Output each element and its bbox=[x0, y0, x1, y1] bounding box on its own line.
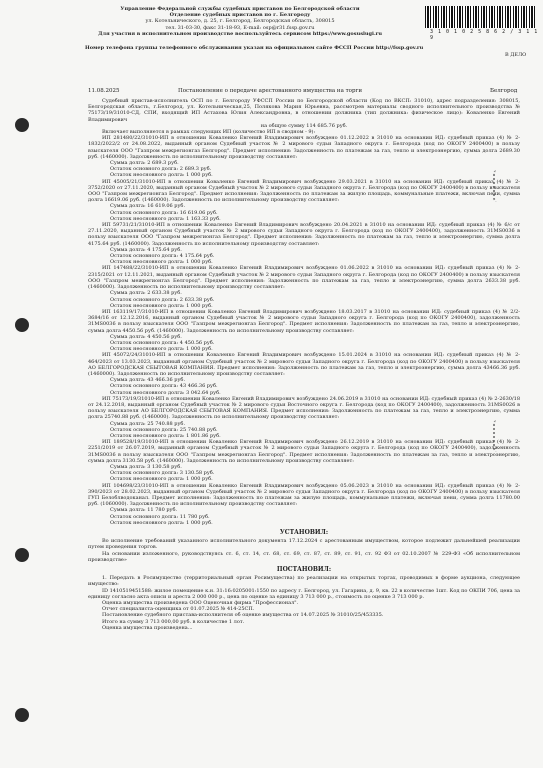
proceeding-item: ИП 189528/19/31010-ИП в отношении Коваленко Евгений Владимирович возбуждено 26.12.2019 в 31010 на основании ИД: судебный приказ (4) № 2-2251/2019 от 26.07.2019, выданный органом Судебный участок № 2 мирового судьи Западного округа г. Белгорода (код по ОКОГУ 2400400), задолженность 31MS0036 в пользу взыскателя ООО "Газпром межрегионгаз Белгород". Предмет исполнения: Задолженность по платежам за газ, тепло и электроэнергию, сумма долга 3130.58 руб. (1460000). Задолженность по исполнительному производству составляет: bbox=[88, 439, 520, 464]
established-text: Во исполнение требований указанного исполнительного документа 17.12.2024 с арестованным имуществом, которое подлежит дальнейшей реализации путем проведения торгов. bbox=[88, 538, 520, 551]
debt-amount-line: Остаток основного долга: 2 633.38 руб. bbox=[110, 296, 215, 303]
resolution-item: Оценка имущества произведена ООО Оценочная фирма "Профессионал". bbox=[102, 600, 299, 607]
margin-stamp bbox=[493, 420, 535, 452]
header-agency: Управление Федеральной службы судебных приставов по Белгородской области bbox=[120, 6, 360, 12]
document-title: Постановление о передаче арестованного имущества на торги bbox=[177, 88, 363, 94]
document-date: 11.08.2025 bbox=[88, 88, 120, 94]
intro-paragraph: Судебный пристав-исполнитель ОСП по г. Белгороду УФССП России по Белгородской области (Код по ВКСП: 31010), адрес подразделения: 308015, Белгородская область, г.Белгород, ул. Котельническая,25, Полякова Мария Юрьевна, рассмотрев материалы сводного исполнительного производства № 75173/19/31010-СД, СПИ, входящий ИП Астахова Юлия Александровна, в отношении должника (тип должника: физическое лицо): Коваленко Евгений Владимирович bbox=[88, 98, 520, 123]
debt-amount-line: Сумма долга: 16 619.06 руб. bbox=[110, 203, 186, 210]
debt-amount-line: Остаток основного долга: 4 450.56 руб. bbox=[110, 339, 215, 346]
debt-amount-line: Остаток неосновного долга: 1 000 руб. bbox=[110, 302, 213, 309]
debt-amount-line: Сумма долга: 43 466.36 руб. bbox=[110, 377, 186, 384]
debt-amount-line: Остаток основного долга: 25 740.88 руб. bbox=[110, 426, 218, 433]
debt-amount-line: Остаток основного долга: 11 780 руб. bbox=[110, 513, 210, 520]
resolution-item: Постановление судебного пристава-исполнителя об оценке имущества от 14.07.2025 № 31010/25/453335. bbox=[102, 612, 384, 619]
debt-amount-line: Остаток неосновного долга: 1 801.86 руб. bbox=[110, 432, 221, 439]
document-body bbox=[88, 98, 520, 631]
phone-line: Номер телефона группы телефонного обслуживания указан на официальном сайте ФССП России http://fssp.gov.ru bbox=[85, 45, 424, 51]
punch-hole bbox=[15, 118, 29, 132]
barcode-number: 3 1 0 1 0 2 5 8 6 2 / 3 1 1 9 bbox=[430, 29, 539, 41]
punch-hole bbox=[15, 548, 29, 562]
established-title: УСТАНОВИЛ: bbox=[279, 529, 329, 537]
debt-amount-line: Остаток неосновного долга: 3 042.64 руб. bbox=[110, 389, 221, 396]
ip-count: Включает выполняется в рамках следующих ИП (количество ИП в сводном - 9): bbox=[102, 129, 316, 136]
header-contacts: тел. 31-03-30, факс 31-18-93, E-mail: osp@r31.fssp.gov.ru bbox=[165, 24, 315, 31]
debt-amount-line: Остаток неосновного долга: 1 000 руб. bbox=[110, 476, 213, 483]
debt-amount-line: Остаток неосновного долга: 1 163.33 руб. bbox=[110, 215, 221, 222]
debt-amount-line: Остаток основного долга: 3 130.58 руб. bbox=[110, 470, 215, 477]
debt-amount-line: Остаток неосновного долга: 1 000 руб. bbox=[110, 172, 213, 179]
debt-amount-line: Остаток основного долга: 16 619.06 руб. bbox=[110, 209, 218, 216]
proceeding-item: ИП 59731/21/31010-ИП в отношении Коваленко Евгений Владимирович возбуждено 20.04.2021 в 31010 на основании ИД: судебный приказ (4) № 6/с от 27.11.2020, выданный органом Судебный участок № 2 мирового судьи Западного округа г. Белгорода (код по ОКОГУ 2400400), задолженность 31MS0036 в пользу взыскателя ООО "Газпром межрегионгаз Белгород". Предмет исполнения: Задолженность по платежам за газ, тепло и электроэнергию, сумма долга 4175.64 руб. (1460000). Задолженность по исполнительному производству составляет: bbox=[88, 222, 520, 247]
debt-amount-line: Сумма долга: 4 175.64 руб. bbox=[110, 246, 182, 253]
proceeding-item: ИП 281480/22/31010-ИП в отношении Коваленко Евгений Владимирович возбуждено 01.12.2022 в 31010 на основании ИД: судебный приказ (4) № 2-1832/2022/2 от 24.08.2022, выданный органом Судебный участок № 2 мирового судьи Западного округа г. Белгорода (код по ОКОГУ 2400400) в пользу взыскателя ООО "Газпром межрегионгаз Белгород". Предмет исполнения: Задолженность по платежам за газ, тепло и электроэнергию, сумма долга 2689.30 руб. (1460000). Задолженность по исполнительному производству составляет: bbox=[88, 135, 520, 160]
punch-hole bbox=[15, 318, 29, 332]
proceeding-item: ИП 147488/22/31010-ИП в отношении Коваленко Евгений Владимирович возбуждено 01.06.2022 в 31010 на основании ИД: судебный приказ (4) № 2-2315/2021 от 12.11.2021, выданный органом Судебный участок № 2 мирового судьи Западного округа г. Белгорода (код по ОКОГУ 2400400) в пользу взыскателя ООО "Газпром межрегионгаз Белгород". Предмет исполнения: Задолженность по платежам за газ, тепло и электроэнергию, сумма долга 2633.38 руб. (1460000). Задолженность по исполнительному производству составляет: bbox=[88, 265, 520, 291]
v-delo-mark: В ДЕЛО bbox=[505, 52, 527, 58]
resolution-item: 1. Передать в Росимущество (территориальный орган Росимущества) по реализации на открытых торгах, проводимых в форме аукциона, следующее имущество: bbox=[88, 575, 520, 588]
barcode bbox=[425, 6, 535, 28]
header-gosuslugi: Для участия в исполнительном производстве воспользуйтесь сервисом https://www.gosuslugi.ru bbox=[98, 30, 382, 37]
debt-amount-line: Сумма долга: 25 740.88 руб. bbox=[110, 420, 186, 427]
resolution-item: Оценка имущества произведена... bbox=[102, 624, 193, 631]
margin-stamp bbox=[493, 170, 535, 202]
header-department: Отделение судебных приставов по г. Белгороду bbox=[169, 12, 311, 19]
debtor-sum: на общую сумму 114 685.76 руб. bbox=[260, 122, 348, 129]
proceeding-item: ИП 163119/17/31010-ИП в отношении Коваленко Евгений Владимирович возбуждено 18.03.2017 в 31010 на основании ИД: судебный приказ (4) № 2/2-3684/16 от 12.12.2016, выданный органом Судебный участок № 2 мирового судьи Западного округа г. Белгорода (код по ОКОГУ 2400400), задолженность 31MS0036 в пользу взыскателя ООО "Газпром межрегионгаз Белгород". Предмет исполнения: Задолженность по платежам за газ, тепло и электроэнергию, сумма долга 4450.56 руб. (1460000). Задолженность по исполнительному производству составляет: bbox=[88, 308, 520, 334]
proceeding-item: ИП 104698/23/31010-ИП в отношении Коваленко Евгений Владимирович возбуждено 05.06.2023 в 31010 на основании ИД: судебный приказ (4) № 2-390/2023 от 28.02.2023, выданный органом Судебный участок № 2 мирового судьи Западного округа г. Белгорода (код по ОКОГУ 2400400) в пользу взыскателя ГУП Белоблводоканал. Предмет исполнения: Задолженность по платежам за жилую площадь, коммунальные платежи, включая пени, сумма долга 11780.00 руб. (1060000). Задолженность по исполнительному производству составляет: bbox=[88, 482, 520, 508]
debt-amount-line: Сумма долга: 2 633.38 руб. bbox=[110, 290, 182, 297]
debt-amount-line: Сумма долга: 3 130.58 руб. bbox=[110, 463, 182, 470]
debt-amount-line: Остаток неосновного долга: 1 000 руб. bbox=[110, 346, 213, 353]
resolution-item: Отчет специалиста-оценщика от 01.07.2025 № 414-25СП. bbox=[102, 606, 255, 613]
debt-amount-line: Остаток основного долга: 4 175.64 руб. bbox=[110, 253, 215, 260]
resolution-item: Итого на сумму 3 713 000,00 руб. в количестве 1 лот. bbox=[102, 618, 245, 625]
header-address: ул. Котельнического, д. 25, г. Белгород, Белгородская область, 308015 bbox=[145, 18, 335, 25]
proceedings-list bbox=[88, 135, 520, 526]
resolved-title: ПОСТАНОВИЛ: bbox=[276, 566, 332, 574]
proceeding-item: ИП 75173/19/31010-ИП в отношении Коваленко Евгений Владимирович возбуждено 24.06.2019 в 31010 на основании ИД: судебный приказ (4) № 2-2630/18 от 24.12.2018, выданный органом Судебный участок № 2 мирового судьи Восточного округа г. Белгорода (код по ОКОГУ 2400400), задолженность 31MS0026 в пользу взыскателя АО БЕЛГОРОДСКАЯ СБЫТОВАЯ КОМПАНИЯ. Предмет исполнения: Задолженность по платежам за газ, тепло и электроэнергию, сумма долга 25740.88 руб. (1460000). Задолженность по исполнительному производству составляет: bbox=[88, 395, 520, 421]
debt-amount-line: Остаток основного долга: 2 689.3 руб. bbox=[110, 166, 212, 173]
issuer-header bbox=[95, 6, 385, 37]
debt-amount-line: Сумма долга: 11 780 руб. bbox=[110, 507, 178, 514]
debt-amount-line: Сумма долга: 2 689.3 руб. bbox=[110, 160, 179, 167]
debt-amount-line: Остаток основного долга: 43 466.36 руб. bbox=[110, 383, 218, 390]
debt-amount-line: Сумма долга: 4 450.56 руб. bbox=[110, 333, 182, 340]
resolution-list bbox=[88, 575, 520, 631]
debt-amount-line: Остаток неосновного долга: 1 000 руб. bbox=[110, 259, 213, 266]
proceeding-item: ИП 45005/21/31010-ИП в отношении Коваленко Евгений Владимирович возбуждено 29.03.2021 в 31010 на основании ИД: судебный приказ (4) № 2-3752/2020 от 27.11.2020, выданный органом Судебный участок № 2 мирового судьи Западного округа г. Белгорода (код по ОКОГУ 2400400) в пользу взыскателя ООО "Газпром межрегионгаз Белгород". Предмет исполнения: Задолженность по платежам за жилую площадь, коммунальные платежи, включая пени, сумма долга 16619.06 руб. (1460000). Задолженность по исполнительному производству составляет: bbox=[88, 178, 520, 204]
document-city: Белгород bbox=[490, 88, 518, 94]
debt-amount-line: Остаток неосновного долга: 1 000 руб. bbox=[110, 519, 213, 526]
legal-basis: На основании изложенного, руководствуясь ст. 6, ст. 14, ст. 68, ст. 69, ст. 87, ст. 89, ст. 91, ст. 92 ФЗ от 02.10.2007 № 229-ФЗ «Об исполнительном производстве» bbox=[88, 550, 520, 563]
resolution-item: ID 1410519451588: жилое помещение к.н. 31:16:0205001:1550 по адресу г. Белгород, ул. Гагарина, д. 9, кв. 22 в количестве 1шт. Код по ОКПИ 706, цена за единицу согласно акта описи и ареста 2 000 000 р., цена по оценке за единицу 3 713 000 р., стоимость по оценке 3 713 000 р. bbox=[88, 587, 520, 600]
proceeding-item: ИП 45072/24/31010-ИП в отношении Коваленко Евгений Владимирович возбуждено 15.01.2024 в 31010 на основании ИД: судебный приказ (4) № 2-464/2023 от 13.03.2023, выданный органом Судебный участок № 2 мирового судьи Западного округа г. Белгорода (код по ОКОГУ 2400400) в пользу взыскателя АО БЕЛГОРОДСКАЯ СБЫТОВАЯ КОМПАНИЯ. Предмет исполнения: Задолженность по платежам за газ, тепло и электроэнергию, сумма долга 43466.36 руб. (1460000). Задолженность по исполнительному производству составляет: bbox=[88, 352, 520, 377]
punch-hole bbox=[15, 708, 29, 722]
